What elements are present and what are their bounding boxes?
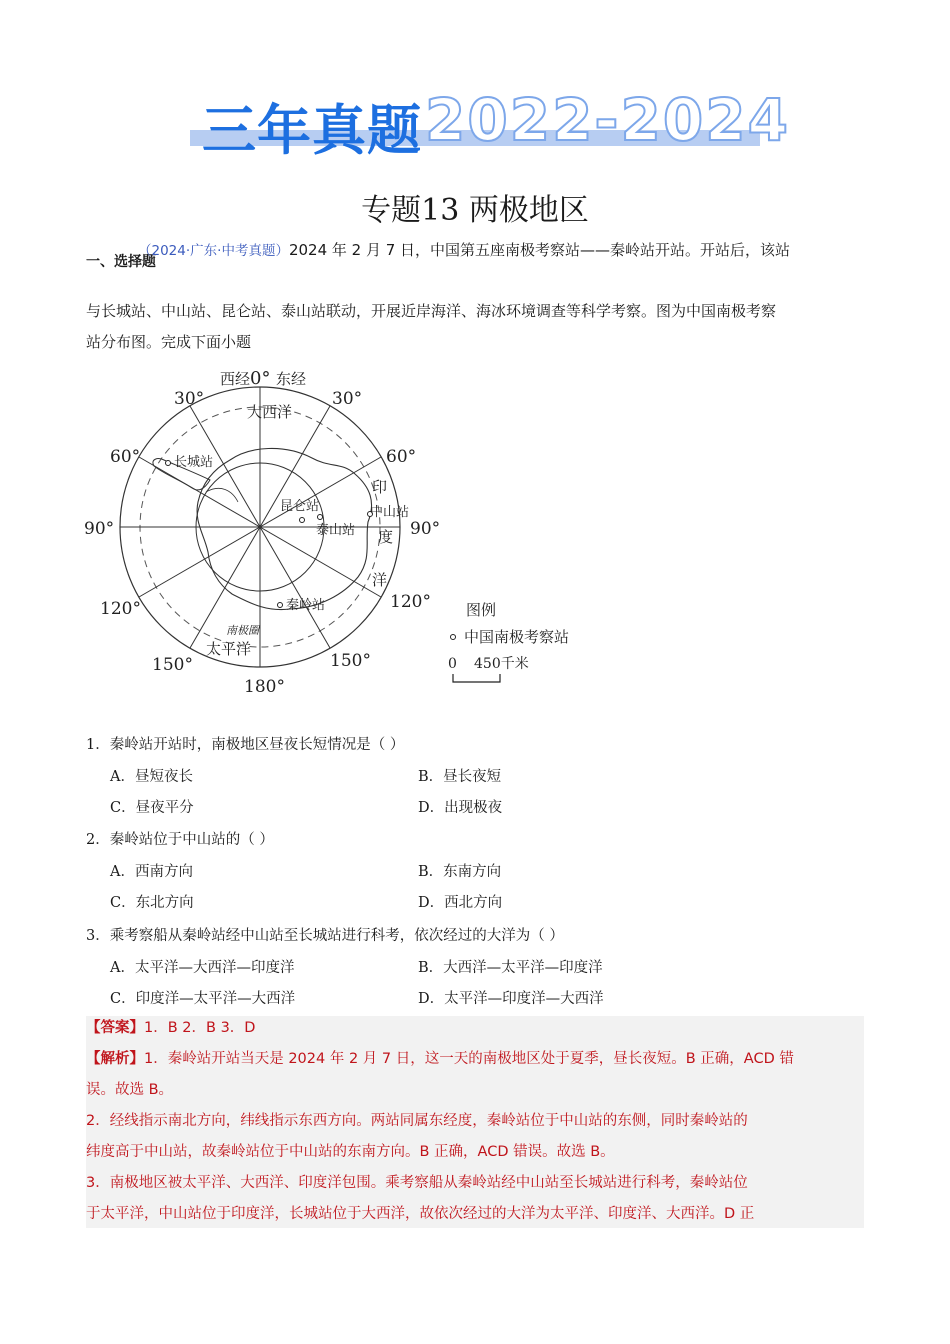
label-west: 西经 <box>220 370 251 388</box>
label-150w: 150° <box>152 655 193 675</box>
question-1-stem: 1．秦岭站开站时，南极地区昼夜长短情况是（ ） <box>86 737 405 753</box>
label-0deg: 0° <box>250 368 271 389</box>
label-120e: 120° <box>390 592 431 612</box>
question-1-option-b: B．昼长夜短 <box>418 769 502 785</box>
banner <box>190 86 790 162</box>
analysis-3-line-2: 于太平洋，中山站位于印度洋，长城站位于大西洋，故依次经过的大洋为太平洋、印度洋、大西洋。D 正 <box>86 1206 755 1222</box>
analysis-1-line-1 <box>86 1044 864 1075</box>
label-indian-3: 洋 <box>372 571 388 589</box>
question-1-option-c: C．昼夜平分 <box>110 800 194 816</box>
label-90w: 90° <box>84 519 115 539</box>
station-marker-kunlun <box>300 518 305 523</box>
page-title: 专题13 两极地区 <box>361 193 589 228</box>
label-antarctic-circle: 南极圈 <box>226 624 259 637</box>
label-60w: 60° <box>110 447 141 467</box>
banner-years: 2022-2024 <box>425 86 790 154</box>
label-east: 东经 <box>276 370 307 388</box>
label-180: 180° <box>244 677 285 697</box>
antarctic-stations-map <box>80 362 600 702</box>
question-2-option-c: C．东北方向 <box>110 895 194 911</box>
answer-text: 1．B 2．B 3．D <box>144 1020 256 1036</box>
label-30e: 30° <box>332 389 363 409</box>
label-zhongshan: 中山站 <box>370 505 410 520</box>
intro-line-3: 站分布图。完成下面小题 <box>86 333 252 351</box>
scale-value: 450千米 <box>474 656 529 672</box>
label-indian-2: 度 <box>378 528 394 546</box>
label-90e: 90° <box>410 519 441 539</box>
legend-marker <box>451 635 456 640</box>
label-kunlun: 昆仑站 <box>280 499 320 514</box>
analysis-1-line-2: 误。故选 B。 <box>86 1082 174 1098</box>
station-marker-changcheng <box>166 461 171 466</box>
label-60e: 60° <box>386 447 417 467</box>
analysis-2-line-1: 2．经线指示南北方向，纬线指示东西方向。两站同属东经度，秦岭站位于中山站的东侧，同时秦岭站的 <box>86 1113 748 1129</box>
analysis-3-line-1: 3．南极地区被太平洋、大西洋、印度洋包围。乘考察船从秦岭站经中山站至长城站进行科考，秦岭站位 <box>86 1175 748 1191</box>
legend-item: 中国南极考察站 <box>464 628 570 646</box>
question-3-option-c: C．印度洋—太平洋—大西洋 <box>110 991 296 1007</box>
station-marker-qinling <box>278 603 283 608</box>
label-pacific: 太平洋 <box>206 640 252 658</box>
question-3-option-b: B．大西洋—太平洋—印度洋 <box>418 960 603 976</box>
label-30w: 30° <box>174 389 205 409</box>
analysis-label: 【解析】 <box>86 1051 144 1067</box>
question-source: （2024·广东·中考真题） <box>138 243 289 259</box>
analysis-1-text: 1．秦岭站开站当天是 2024 年 2 月 7 日，这一天的南极地区处于夏季，昼长夜短。B 正确，ACD 错 <box>144 1051 794 1067</box>
question-2-option-b: B．东南方向 <box>418 864 502 880</box>
ice-shelf <box>206 488 238 502</box>
question-3-stem: 3．乘考察船从秦岭站经中山站至长城站进行科考，依次经过的大洋为（ ） <box>86 928 564 944</box>
question-1-option-d: D．出现极夜 <box>418 800 503 816</box>
label-150e: 150° <box>330 651 371 671</box>
section-heading: 一、选择题 <box>86 254 156 270</box>
label-taishan: 泰山站 <box>316 523 356 538</box>
analysis-2-line-2: 纬度高于中山站，故秦岭站位于中山站的东南方向。B 正确，ACD 错误。故选 B。 <box>86 1144 615 1160</box>
scale-zero: 0 <box>448 656 457 672</box>
question-3-option-d: D．太平洋—印度洋—大西洋 <box>418 991 604 1007</box>
answer-label: 【答案】 <box>86 1020 144 1036</box>
question-2-stem: 2．秦岭站位于中山站的（ ） <box>86 832 274 848</box>
label-indian-1: 印 <box>372 478 388 496</box>
question-3-option-a: A．太平洋—大西洋—印度洋 <box>110 960 295 976</box>
legend-title: 图例 <box>466 601 497 619</box>
question-2-option-d: D．西北方向 <box>418 895 503 911</box>
label-atlantic: 大西洋 <box>247 403 293 421</box>
label-changcheng: 长城站 <box>174 455 214 470</box>
station-marker-taishan <box>318 515 323 520</box>
question-1-option-a: A．昼短夜长 <box>110 769 193 785</box>
answer-line <box>86 1013 864 1044</box>
label-120w: 120° <box>100 599 141 619</box>
banner-title-cn: 三年真题 <box>202 99 422 162</box>
scale-bar <box>453 674 500 682</box>
label-qinling: 秦岭站 <box>286 598 326 613</box>
question-2-option-a: A．西南方向 <box>110 864 193 880</box>
intro-line-1: 2024 年 2 月 7 日，中国第五座南极考察站——秦岭站开站。开站后，该站 <box>288 241 791 259</box>
map-frame <box>120 387 400 667</box>
intro-line-2: 与长城站、中山站、昆仑站、泰山站联动，开展近岸海洋、海冰环境调查等科学考察。图为中国南极考察 <box>86 302 777 320</box>
